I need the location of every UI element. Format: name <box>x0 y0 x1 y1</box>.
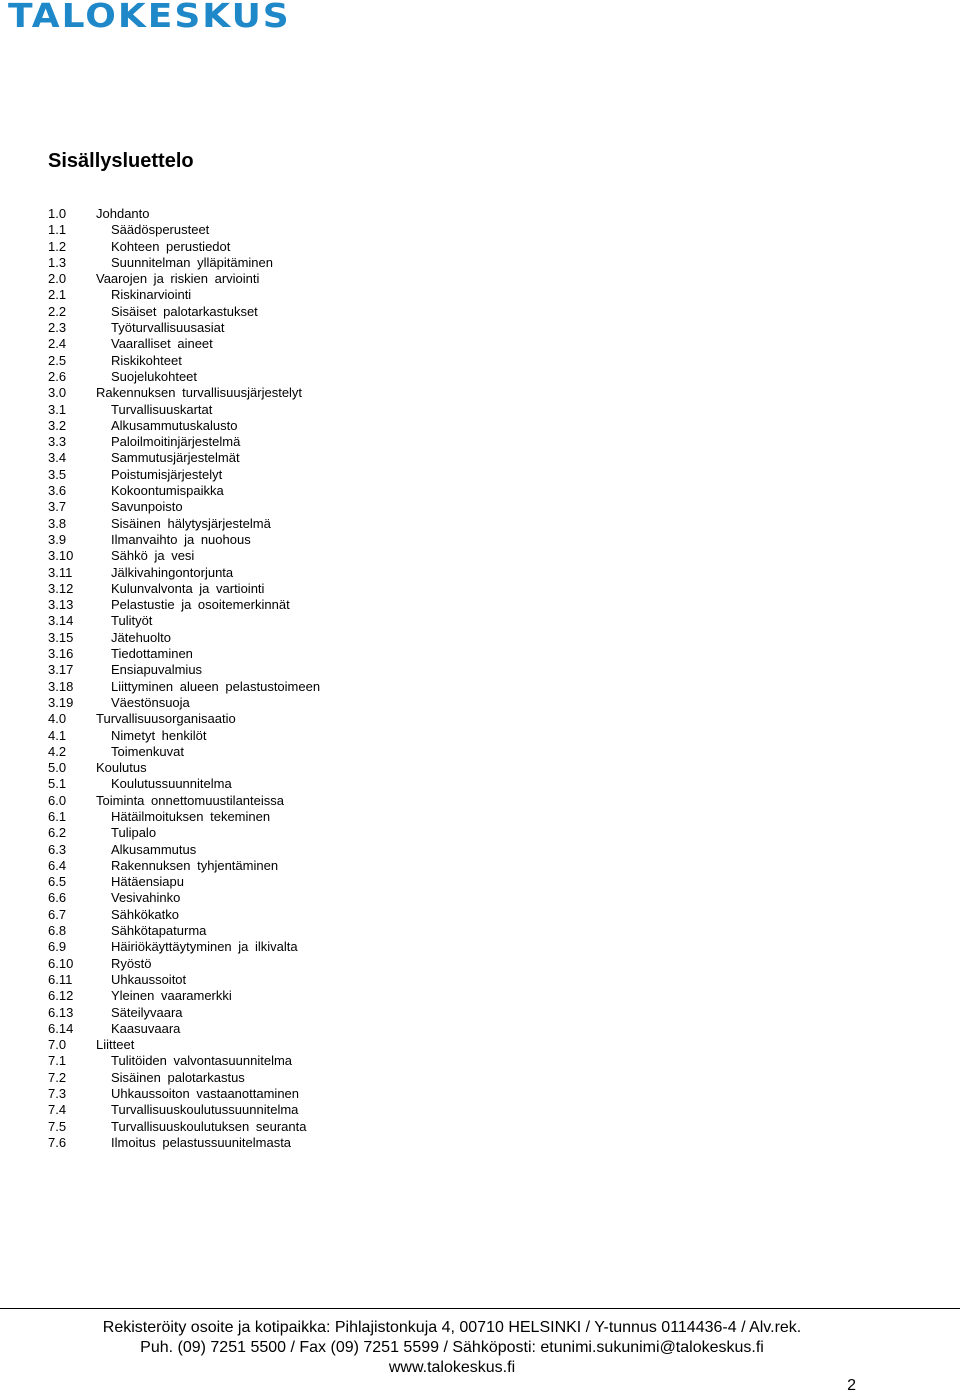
toc-entry <box>48 972 320 988</box>
toc-entry-title: Turvallisuuskoulutuksen seuranta <box>111 1118 307 1134</box>
toc-entry-number: 2.0 <box>48 271 67 287</box>
toc-entry-title: Kaasuvaara <box>111 1020 181 1036</box>
toc-entry <box>48 402 320 418</box>
toc-entry-title: Kohteen perustiedot <box>111 238 231 254</box>
toc-entry-title: Paloilmoitinjärjestelmä <box>111 434 241 450</box>
toc-entry-title: Alkusammutus <box>111 841 197 857</box>
toc-entry-title: Tulityöt <box>111 613 153 629</box>
toc-entry-title: Hätäilmoituksen tekeminen <box>111 808 271 824</box>
toc-entry-number: 3.12 <box>48 580 74 596</box>
toc-entry-number: 3.9 <box>48 531 67 547</box>
toc-entry-title: Ensiapuvalmius <box>111 662 203 678</box>
toc-entry-title: Sisäinen hälytysjärjestelmä <box>111 515 271 531</box>
toc-entry-number: 6.9 <box>48 939 67 955</box>
toc-entry-number: 6.0 <box>48 792 67 808</box>
page-title: Sisällysluettelo <box>48 150 194 172</box>
toc-entry-title: Sähkökatko <box>111 906 179 922</box>
toc-entry-title: Sammutusjärjestelmät <box>111 450 240 466</box>
toc-entry-title: Turvallisuusorganisaatio <box>96 711 236 727</box>
toc-entry-number: 2.4 <box>48 336 67 352</box>
toc-entry-number: 4.2 <box>48 743 67 759</box>
toc-entry-number: 5.0 <box>48 760 67 776</box>
toc-entry-number: 2.1 <box>48 287 67 303</box>
footer-address: Rekisteröity osoite ja kotipaikka: Pihlajistonkuja 4, 00710 HELSINKI / Y-tunnus 0114436-4 / Alv.rek. <box>102 1319 802 1336</box>
table-of-contents <box>48 206 320 1151</box>
toc-entry-title: Liitteet <box>96 1037 135 1053</box>
toc-entry <box>48 353 320 369</box>
toc-entry-title: Sähkö ja vesi <box>111 548 195 564</box>
toc-entry-title: Toimenkuvat <box>111 743 184 759</box>
toc-entry-title: Jälkivahingontorjunta <box>111 564 234 580</box>
toc-entry <box>48 1037 320 1053</box>
toc-entry-title: Häiriökäyttäytyminen ja ilkivalta <box>111 939 298 955</box>
toc-entry-title: Sisäiset palotarkastukset <box>111 303 258 319</box>
toc-entry-title: Suojelukohteet <box>111 368 198 384</box>
toc-entry <box>48 239 320 255</box>
toc-entry-number: 3.17 <box>48 662 74 678</box>
toc-entry <box>48 711 320 727</box>
toc-entry-number: 3.0 <box>48 385 67 401</box>
toc-entry-number: 3.3 <box>48 434 67 450</box>
toc-entry-title: Suunnitelman ylläpitäminen <box>111 254 273 270</box>
footer-website: www.talokeskus.fi <box>388 1359 516 1376</box>
toc-entry-number: 3.7 <box>48 499 67 515</box>
toc-entry <box>48 1053 320 1069</box>
toc-entry-title: Riskikohteet <box>111 352 182 368</box>
toc-entry <box>48 369 320 385</box>
toc-entry <box>48 1005 320 1021</box>
toc-entry-number: 4.0 <box>48 711 67 727</box>
toc-entry <box>48 565 320 581</box>
toc-entry-title: Rakennuksen turvallisuusjärjestelyt <box>96 385 303 401</box>
toc-entry <box>48 1102 320 1118</box>
toc-entry <box>48 385 320 401</box>
toc-entry <box>48 1070 320 1086</box>
toc-entry <box>48 874 320 890</box>
toc-entry <box>48 418 320 434</box>
toc-entry-number: 3.1 <box>48 401 67 417</box>
toc-entry <box>48 597 320 613</box>
toc-entry-title: Tulitöiden valvontasuunnitelma <box>111 1053 293 1069</box>
toc-entry-number: 3.18 <box>48 678 74 694</box>
toc-entry-number: 6.4 <box>48 857 67 873</box>
toc-entry-number: 7.1 <box>48 1053 67 1069</box>
toc-entry <box>48 287 320 303</box>
toc-entry-title: Koulutus <box>96 760 147 776</box>
toc-entry-number: 7.2 <box>48 1069 67 1085</box>
toc-entry-number: 6.13 <box>48 1004 74 1020</box>
toc-entry-title: Vesivahinko <box>111 890 181 906</box>
toc-entry-number: 6.5 <box>48 874 67 890</box>
toc-entry-number: 2.6 <box>48 368 67 384</box>
toc-entry-number: 3.14 <box>48 613 74 629</box>
toc-entry <box>48 662 320 678</box>
toc-entry-number: 6.12 <box>48 988 74 1004</box>
toc-entry-number: 1.3 <box>48 254 67 270</box>
toc-entry <box>48 630 320 646</box>
toc-entry-title: Toiminta onnettomuustilanteissa <box>96 792 284 808</box>
toc-entry <box>48 825 320 841</box>
toc-entry-number: 3.10 <box>48 548 74 564</box>
toc-entry-number: 3.2 <box>48 417 67 433</box>
toc-entry <box>48 939 320 955</box>
toc-entry-title: Säteilyvaara <box>111 1004 183 1020</box>
toc-entry-number: 3.19 <box>48 694 74 710</box>
toc-entry-title: Kulunvalvonta ja vartiointi <box>111 580 265 596</box>
toc-entry-title: Jätehuolto <box>111 629 171 645</box>
toc-entry-number: 6.8 <box>48 923 67 939</box>
toc-entry <box>48 1119 320 1135</box>
toc-entry-title: Savunpoisto <box>111 499 183 515</box>
toc-entry-number: 7.6 <box>48 1134 67 1150</box>
toc-entry-title: Säädösperusteet <box>111 222 210 238</box>
toc-entry-number: 3.8 <box>48 515 67 531</box>
toc-entry <box>48 450 320 466</box>
toc-entry-title: Poistumisjärjestelyt <box>111 466 223 482</box>
footer <box>0 1318 904 1378</box>
toc-entry <box>48 483 320 499</box>
toc-entry <box>48 304 320 320</box>
toc-entry <box>48 434 320 450</box>
toc-entry <box>48 842 320 858</box>
toc-entry <box>48 336 320 352</box>
toc-entry <box>48 1021 320 1037</box>
toc-entry <box>48 320 320 336</box>
toc-entry <box>48 581 320 597</box>
footer-contact: Puh. (09) 7251 5500 / Fax (09) 7251 5599 / Sähköposti: etunimi.sukunimi@talokeskus.fi <box>140 1339 764 1356</box>
toc-entry-number: 3.5 <box>48 466 67 482</box>
toc-entry <box>48 793 320 809</box>
toc-entry-number: 3.4 <box>48 450 67 466</box>
toc-entry-title: Kokoontumispaikka <box>111 483 224 499</box>
toc-entry-title: Ilmoitus pelastussuunitelmasta <box>111 1134 292 1150</box>
toc-entry-title: Ilmanvaihto ja nuohous <box>111 531 251 547</box>
toc-entry-title: Alkusammutuskalusto <box>111 417 238 433</box>
toc-entry <box>48 988 320 1004</box>
toc-entry-number: 3.16 <box>48 646 74 662</box>
toc-entry <box>48 532 320 548</box>
toc-entry-number: 1.0 <box>48 206 67 221</box>
toc-entry-number: 6.6 <box>48 890 67 906</box>
toc-entry-title: Uhkaussoiton vastaanottaminen <box>111 1086 300 1102</box>
toc-entry-number: 6.14 <box>48 1020 74 1036</box>
toc-entry <box>48 907 320 923</box>
toc-entry-number: 3.6 <box>48 483 67 499</box>
toc-entry-number: 7.5 <box>48 1118 67 1134</box>
toc-entry-title: Johdanto <box>96 206 150 221</box>
toc-entry-title: Hätäensiapu <box>111 874 184 890</box>
footer-divider <box>0 1308 960 1309</box>
logo-text: TALOKESKUS <box>8 0 291 36</box>
toc-entry <box>48 548 320 564</box>
toc-entry-number: 5.1 <box>48 776 67 792</box>
toc-entry <box>48 271 320 287</box>
toc-entry-title: Väestönsuoja <box>111 694 190 710</box>
toc-entry-title: Uhkaussoitot <box>111 971 187 987</box>
toc-entry-title: Turvallisuuskartat <box>111 401 213 417</box>
toc-entry <box>48 613 320 629</box>
toc-entry-number: 6.7 <box>48 906 67 922</box>
company-logo <box>8 0 291 34</box>
toc-entry <box>48 679 320 695</box>
toc-entry <box>48 467 320 483</box>
toc-entry-number: 2.5 <box>48 352 67 368</box>
toc-entry-number: 6.3 <box>48 841 67 857</box>
toc-entry-number: 3.15 <box>48 629 74 645</box>
toc-entry <box>48 760 320 776</box>
toc-entry-title: Rakennuksen tyhjentäminen <box>111 857 279 873</box>
toc-entry-title: Ryöstö <box>111 955 152 971</box>
toc-entry <box>48 890 320 906</box>
toc-entry <box>48 776 320 792</box>
page-number: 2 <box>847 1377 856 1394</box>
toc-entry-number: 3.13 <box>48 597 74 613</box>
toc-entry-title: Työturvallisuusasiat <box>111 320 225 336</box>
toc-entry-number: 2.2 <box>48 303 67 319</box>
toc-entry-number: 6.10 <box>48 955 74 971</box>
toc-entry-title: Tulipalo <box>111 825 157 841</box>
toc-entry <box>48 728 320 744</box>
toc-entry-number: 1.1 <box>48 222 67 238</box>
toc-entry <box>48 646 320 662</box>
toc-entry-number: 6.2 <box>48 825 67 841</box>
toc-entry-number: 3.11 <box>48 564 73 580</box>
toc-entry <box>48 695 320 711</box>
toc-entry-title: Tiedottaminen <box>111 646 193 662</box>
toc-entry-title: Sähkötapaturma <box>111 923 207 939</box>
toc-entry-title: Nimetyt henkilöt <box>111 727 207 743</box>
toc-entry <box>48 923 320 939</box>
toc-entry <box>48 1086 320 1102</box>
toc-entry-number: 1.2 <box>48 238 67 254</box>
toc-entry <box>48 499 320 515</box>
toc-entry <box>48 255 320 271</box>
toc-entry <box>48 858 320 874</box>
toc-entry <box>48 206 320 222</box>
toc-entry-title: Vaaralliset aineet <box>111 336 213 352</box>
toc-entry-title: Koulutussuunnitelma <box>111 776 232 792</box>
toc-entry <box>48 809 320 825</box>
toc-entry-title: Sisäinen palotarkastus <box>111 1069 245 1085</box>
toc-entry-title: Riskinarviointi <box>111 287 192 303</box>
toc-entry-number: 7.4 <box>48 1102 67 1118</box>
toc-entry-number: 2.3 <box>48 320 67 336</box>
toc-entry-title: Liittyminen alueen pelastustoimeen <box>111 678 321 694</box>
toc-entry <box>48 956 320 972</box>
toc-entry-number: 6.11 <box>48 971 73 987</box>
toc-entry-number: 7.3 <box>48 1086 67 1102</box>
toc-entry-number: 4.1 <box>48 727 67 743</box>
toc-entry-title: Vaarojen ja riskien arviointi <box>96 271 260 287</box>
toc-entry <box>48 744 320 760</box>
toc-entry-number: 6.1 <box>48 808 67 824</box>
toc-entry <box>48 516 320 532</box>
toc-entry-number: 7.0 <box>48 1037 67 1053</box>
toc-entry-title: Pelastustie ja osoitemerkinnät <box>111 597 290 613</box>
toc-entry-title: Yleinen vaaramerkki <box>111 988 232 1004</box>
toc-entry <box>48 1135 320 1151</box>
toc-entry-title: Turvallisuuskoulutussuunnitelma <box>111 1102 299 1118</box>
toc-entry <box>48 222 320 238</box>
